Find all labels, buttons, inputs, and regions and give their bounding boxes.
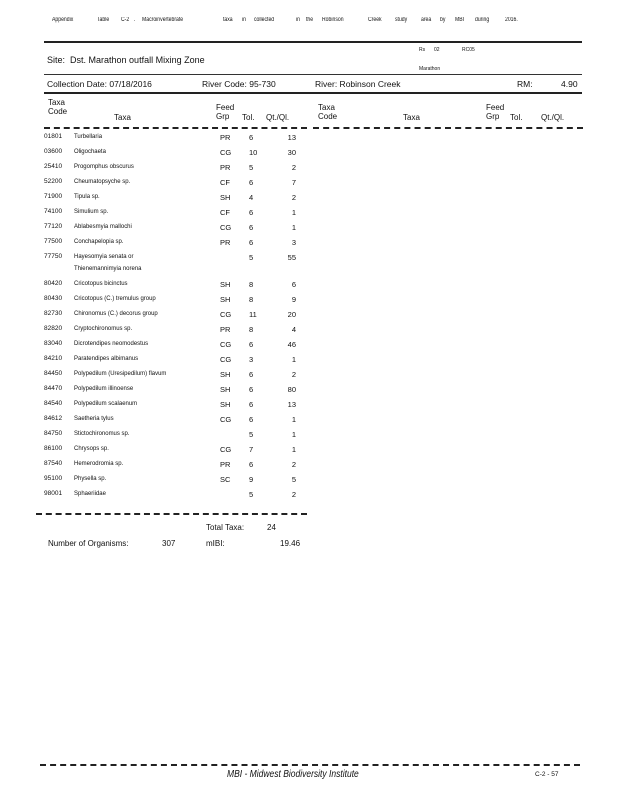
table-row: 52200 Cheumatopsyche sp. CF 6 7: [44, 178, 296, 187]
col-tol: Tol.: [510, 113, 523, 122]
rm-label: RM:: [517, 79, 533, 89]
table-row: 03600 Oligochaeta CG 10 30: [44, 148, 296, 157]
header-word: during: [475, 17, 490, 23]
footer-page-number: C-2 - 57: [535, 771, 559, 778]
col-taxa: Taxa: [403, 113, 420, 122]
table-row: 71900 Tipula sp. SH 4 2: [44, 193, 296, 202]
header-word: in: [296, 17, 300, 23]
site-code-token: Rs: [419, 47, 426, 53]
header-word: area: [421, 17, 432, 23]
river-code: River Code: 95-730: [202, 79, 276, 89]
table-row: 84750 Stictochironomus sp. 5 1: [44, 430, 296, 439]
organisms-value: 307: [162, 539, 176, 548]
header-word: study: [395, 17, 408, 23]
rm-value: 4.90: [561, 79, 578, 89]
header-word: Robinson: [322, 17, 344, 23]
mibi-label: mIBI:: [206, 539, 225, 548]
table-row: 84450 Polypedilum (Uresipedilum) flavum SH 6 2: [44, 370, 296, 379]
table-row: 84540 Polypedilum scalaenum SH 6 13: [44, 400, 296, 409]
table-row: 82820 Cryptochironomus sp. PR 8 4: [44, 325, 296, 334]
info-rule: [44, 92, 582, 94]
col-feed: Feed Grp: [486, 103, 505, 121]
site-label: Site: Dst. Marathon outfall Mixing Zone: [47, 55, 205, 65]
river-name: River: Robinson Creek: [315, 79, 401, 89]
table-top-dash-right: [313, 127, 583, 129]
col-qt: Qt./Ql.: [541, 113, 565, 122]
header-word: the: [306, 17, 314, 23]
header-word: 2016.: [505, 17, 518, 23]
header-word: by: [440, 17, 446, 23]
header-word: collected: [254, 17, 275, 23]
footer-dash: [40, 764, 580, 766]
site-rule: [44, 74, 582, 75]
header-word: Creek: [368, 17, 382, 23]
table-row: 84210 Paratendipes albimanus CG 3 1: [44, 355, 296, 364]
total-taxa-value: 24: [267, 523, 276, 532]
col-taxa: Taxa: [114, 113, 131, 122]
header-word: Appendix: [52, 17, 74, 23]
header-word: MBI: [455, 17, 465, 23]
site-code-token: RC05: [462, 47, 475, 53]
col-taxa-code: Taxa Code: [318, 103, 338, 121]
site-code-token: 02: [434, 47, 440, 53]
footer-org: MBI - Midwest Biodiversity Institute: [227, 769, 359, 780]
table-row: 84612 Saetheria tylus CG 6 1: [44, 415, 296, 424]
table-row: 25410 Progomphus obscurus PR 5 2: [44, 163, 296, 172]
table-top-dash: [44, 127, 307, 129]
site-name: Dst. Marathon outfall Mixing Zone: [70, 55, 205, 65]
collection-date: Collection Date: 07/18/2016: [47, 79, 152, 89]
table-bottom-dash: [36, 513, 307, 515]
table-row: 84470 Polypedilum illinoense SH 6 80: [44, 385, 296, 394]
mibi-value: 19.46: [280, 539, 301, 548]
header-word: .: [134, 17, 136, 23]
table-row: 98001 Sphaeriidae 5 2: [44, 490, 296, 499]
table-row: 95100 Physella sp. SC 9 5: [44, 475, 296, 484]
table-row: 80420 Cricotopus bicinctus SH 8 6: [44, 280, 296, 289]
header-word: taxa: [223, 17, 233, 23]
header-word: in: [242, 17, 246, 23]
header-word: Table: [97, 17, 110, 23]
col-feed: Feed Grp: [216, 103, 235, 121]
table-row: 77750 Hayesomyia senata or Thienemannimyia norena 5 55: [44, 253, 296, 272]
col-taxa-code: Taxa Code: [48, 98, 68, 116]
site-extra-token: Marathon: [419, 66, 441, 72]
table-row: 83040 Dicrotendipes neomodestus CG 6 46: [44, 340, 296, 349]
table-row: 80430 Cricotopus (C.) tremulus group SH 8 9: [44, 295, 296, 304]
organisms-label: Number of Organisms:: [48, 539, 129, 548]
header-word: Macroinvertebrate: [142, 17, 184, 23]
header-word: C-2: [121, 17, 130, 23]
table-row: 87540 Hemerodromia sp. PR 6 2: [44, 460, 296, 469]
table-row: 77120 Ablabesmyia mallochi CG 6 1: [44, 223, 296, 232]
table-row: 86100 Chrysops sp. CG 7 1: [44, 445, 296, 454]
table-row: 74100 Simulium sp. CF 6 1: [44, 208, 296, 217]
table-row: 82730 Chironomus (C.) decorus group CG 11 20: [44, 310, 296, 319]
header-rule: [44, 41, 582, 43]
total-taxa-label: Total Taxa:: [206, 523, 245, 532]
col-tol: Tol.: [242, 113, 255, 122]
col-qt: Qt./Ql.: [266, 113, 290, 122]
table-row: 01801 Turbellaria PR 6 13: [44, 133, 296, 142]
table-row: 77500 Conchapelopia sp. PR 6 3: [44, 238, 296, 247]
